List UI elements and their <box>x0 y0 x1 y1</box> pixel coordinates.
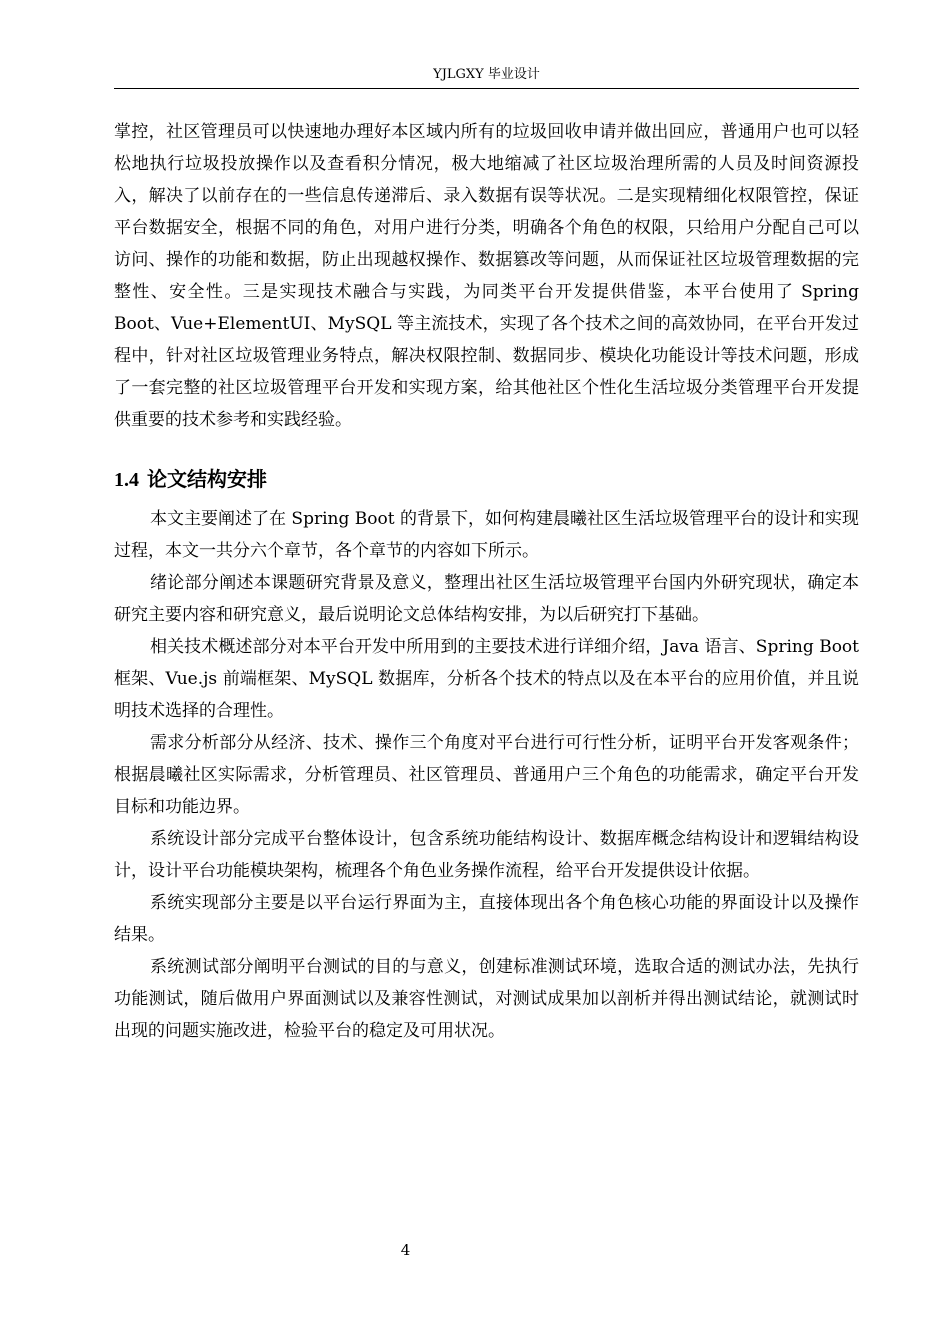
body-paragraph: 系统实现部分主要是以平台运行界面为主，直接体现出各个角色核心功能的界面设计以及操作结果。 <box>114 893 859 945</box>
body-paragraph: 系统测试部分阐明平台测试的目的与意义，创建标准测试环境，选取合适的测试办法，先执行功能测试，随后做用户界面测试以及兼容性测试，对测试成果加以剖析并得出测试结论，就测试时出现的问题实施改进，检验平台的稳定及可用状况。 <box>114 957 859 1041</box>
header-divider <box>114 88 859 89</box>
body-paragraph: 绪论部分阐述本课题研究背景及意义，整理出社区生活垃圾管理平台国内外研究现状，确定本研究主要内容和研究意义，最后说明论文总体结构安排，为以后研究打下基础。 <box>114 573 859 625</box>
body-paragraph: 需求分析部分从经济、技术、操作三个角度对平台进行可行性分析，证明平台开发客观条件；根据晨曦社区实际需求，分析管理员、社区管理员、普通用户三个角色的功能需求，确定平台开发目标和功能边界。 <box>114 733 859 817</box>
body-paragraph: 相关技术概述部分对本平台开发中所用到的主要技术进行详细介绍，Java 语言、Spring Boot 框架、Vue.js 前端框架、MySQL 数据库，分析各个技术的特点以及在本平台的应用价值，并且说明技术选择的合理性。 <box>114 637 859 721</box>
intro-paragraph: 掌控，社区管理员可以快速地办理好本区域内所有的垃圾回收申请并做出回应，普通用户也可以轻松地执行垃圾投放操作以及查看积分情况，极大地缩减了社区垃圾治理所需的人员及时间资源投入，解决了以前存在的一些信息传递滞后、录入数据有误等状况。二是实现精细化权限管控，保证平台数据安全，根据不同的角色，对用户进行分类，明确各个角色的权限，只给用户分配自己可以访问、操作的功能和数据，防止出现越权操作、数据篡改等问题，从而保证社区垃圾管理数据的完整性、安全性。三是实现技术融合与实践，为同类平台开发提供借鉴，本平台使用了 Spring Boot、Vue+ElementUI、MySQL 等主流技术，实现了各个技术之间的高效协同，在平台开发过程中，针对社区垃圾管理业务特点，解决权限控制、数据同步、模块化功能设计等技术问题，形成了一套完整的社区垃圾管理平台开发和实现方案，给其他社区个性化生活垃圾分类管理平台开发提供重要的技术参考和实践经验。 <box>114 122 859 430</box>
section-heading <box>114 462 859 497</box>
page-header: YJLGXY 毕业设计 <box>433 67 540 82</box>
body-paragraph: 本文主要阐述了在 Spring Boot 的背景下，如何构建晨曦社区生活垃圾管理平台的设计和实现过程，本文一共分六个章节，各个章节的内容如下所示。 <box>114 509 859 561</box>
section-title: 论文结构安排 <box>147 467 267 491</box>
page-number: 4 <box>400 1241 411 1259</box>
section-number: 1.4 <box>114 469 139 491</box>
body-paragraph: 系统设计部分完成平台整体设计，包含系统功能结构设计、数据库概念结构设计和逻辑结构设计，设计平台功能模块架构，梳理各个角色业务操作流程，给平台开发提供设计依据。 <box>114 829 859 881</box>
page-body <box>114 116 859 1047</box>
